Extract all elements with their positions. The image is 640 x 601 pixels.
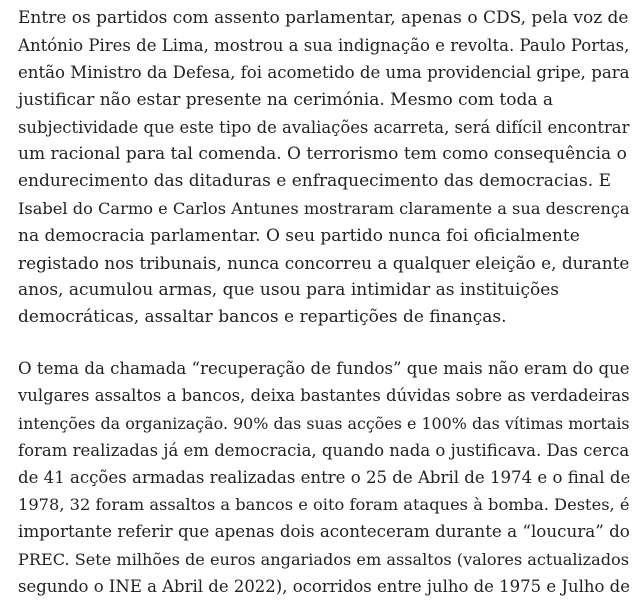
text-line: António Pires de Lima, mostrou a sua indignação e revolta. Paulo Portas, xyxy=(18,36,630,56)
text-line: O tema da chamada “recuperação de fundos” que mais não eram do que xyxy=(18,359,630,379)
text-line: PREC. Sete milhões de euros angariados em assaltos (valores actualizados xyxy=(18,549,630,569)
text-line: um racional para tal comenda. O terrorismo tem como consequência o xyxy=(18,143,627,164)
text-line: registado nos tribunais, nunca concorreu a qualquer eleição e, durante xyxy=(18,252,630,273)
text-line: então Ministro da Defesa, foi acometido de uma providencial gripe, para xyxy=(18,63,630,83)
paragraph-1 xyxy=(18,5,630,331)
text-line: anos, acumulou armas, que usou para intimidar as instituições xyxy=(18,279,559,300)
text-line: 1978, 32 foram assaltos a bancos e oito foram ataques à bomba. Destes, é xyxy=(18,495,630,515)
text-line: justificar não estar presente na cerimónia. Mesmo com toda a xyxy=(18,89,554,110)
text-line: Isabel do Carmo e Carlos Antunes mostraram claramente a sua descrença xyxy=(18,199,630,219)
text-line: segundo o INE a Abril de 2022), ocorridos entre julho de 1975 e Julho de xyxy=(18,576,630,596)
text-line: de 41 acções armadas realizadas entre o 25 de Abril de 1974 e o final de xyxy=(18,468,631,487)
text-line: vulgares assaltos a bancos, deixa bastantes dúvidas sobre as verdadeiras xyxy=(18,386,630,406)
article-body xyxy=(18,5,630,600)
text-line: democráticas, assaltar bancos e repartições de finanças. xyxy=(18,307,507,328)
text-line: importante referir que apenas dois aconteceram durante a “loucura” do xyxy=(18,521,630,542)
text-line: na democracia parlamentar. O seu partido nunca foi oficialmente xyxy=(18,225,580,246)
text-line: foram realizadas já em democracia, quando nada o justificava. Das cerca xyxy=(18,440,630,460)
text-line: Entre os partidos com assento parlamentar, apenas o CDS, pela voz de xyxy=(18,8,629,28)
text-line: intenções da organização. 90% das suas acções e 100% das vítimas mortais xyxy=(18,413,630,433)
text-line: subjectividade que este tipo de avaliações acarreta, será difícil encontrar xyxy=(18,117,630,137)
paragraph-2 xyxy=(18,355,630,600)
text-line: endurecimento das ditaduras e enfraquecimento das democracias. E xyxy=(18,171,611,192)
